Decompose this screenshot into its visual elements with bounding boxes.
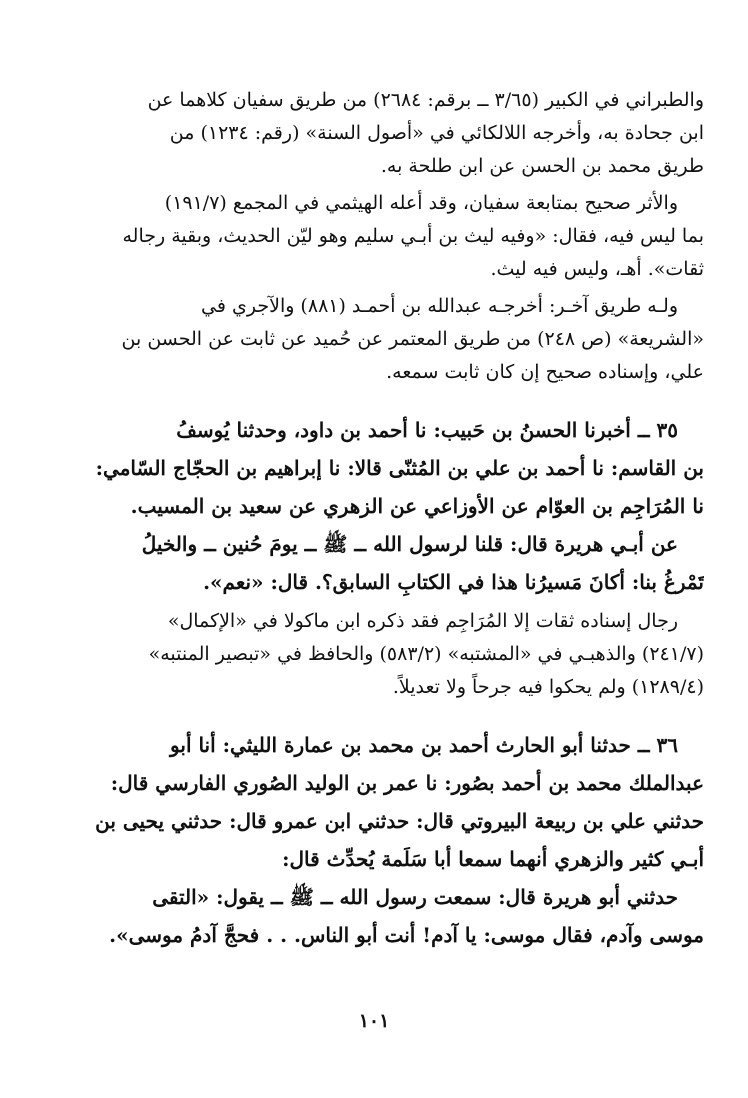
text-line: عبدالملك محمد بن أحمد بصُور: نا عمر بن الوليد الصُوري الفارسي قال: xyxy=(110,771,704,795)
section-gap xyxy=(44,389,704,411)
text-line: والأثر صحيح بمتابعة سفيان، وقد أعله الهيثمي في المجمع (١٩١/٧) xyxy=(164,192,678,214)
section-gap xyxy=(44,704,704,726)
text-line: بن القاسم: نا أحمد بن علي بن المُثنّى قالا: نا إبراهيم بن الحجّاج السّامي: xyxy=(95,456,704,480)
text-line: ولـه طريق آخـر: أخرجـه عبدالله بن أحمـد (٨٨١) والآجري في xyxy=(201,295,678,317)
text-line: علي، وإسناده صحيح إن كان ثابت سمعه. xyxy=(386,361,704,383)
hadith-35-heading xyxy=(44,411,704,449)
hadith-36-text-cont xyxy=(44,916,704,954)
text-line: عن أبـي هريرة قال: قلنا لرسول الله ــ ﷺ ــ يومَ حُنين ــ والخيلُ xyxy=(141,532,678,556)
hadith-36-text xyxy=(44,878,704,916)
hadith-number-line: ٣٥ ــ أخبرنا الحسنُ بن حَبيب: نا أحمد بن داود، وحدثنا يُوسفُ xyxy=(176,418,678,442)
text-line: (٢٤١/٧) والذهبـي في «المشتبه» (٥٨٣/٢) والحافظ في «تبصير المنتبه» xyxy=(148,643,704,665)
text-line: موسى وآدم، فقال موسى: يا آدم! أنت أبو الناس. . . فحجَّ آدمُ موسى». xyxy=(109,923,704,947)
commentary-paragraph-3-cont xyxy=(44,323,704,389)
commentary-paragraph-4-cont xyxy=(44,638,704,704)
hadith-35-chain xyxy=(44,449,704,525)
text-line: أبـي كثير والزهري أنهما سمعا أبا سَلَمة يُحدِّث قال: xyxy=(282,847,704,871)
hadith-35-text-cont xyxy=(44,563,704,601)
text-line: والطبراني في الكبير (٣/٦٥ ــ برقم: ٢٦٨٤) من طريق سفيان كلاهما عن xyxy=(147,89,704,111)
hadith-35-text xyxy=(44,525,704,563)
hadith-36-heading xyxy=(44,726,704,764)
text-line: طريق محمد بن الحسن عن ابن طلحة به. xyxy=(380,155,704,177)
commentary-paragraph-1 xyxy=(44,84,704,183)
text-line: تَمْرغُ بنا: أكانَ مَسيرُنا هذا في الكتابِ السابق؟. قال: «نعم». xyxy=(203,570,704,594)
text-line: حدثني علي بن ربيعة البيروتي قال: حدثني ابن عمرو قال: حدثني يحيى بن xyxy=(95,809,704,833)
text-line: رجال إسناده ثقات إلا المُرَاجِم فقد ذكره ابن ماكولا في «الإكمال» xyxy=(167,610,678,632)
hadith-36-chain xyxy=(44,764,704,878)
text-line: بما ليس فيه، فقال: «وفيه ليث بن أبـي سليم وهو ليّن الحديث، وبقية رجاله xyxy=(122,225,704,247)
commentary-paragraph-2-cont xyxy=(44,220,704,286)
text-line: ابن جحادة به، وأخرجه اللالكائي في «أصول السنة» (رقم: ١٢٣٤) من xyxy=(169,122,704,144)
hadith-number-line: ٣٦ ــ حدثنا أبو الحارث أحمد بن محمد بن عمارة الليثي: أنا أبو xyxy=(170,733,678,757)
text-line: (١٢٨٩/٤) ولم يحكوا فيه جرحاً ولا تعديلاً. xyxy=(392,676,704,698)
page-number: ١٠١ xyxy=(358,1010,390,1032)
text-line: نا المُرَاجِم بن العوّام عن الأوزاعي عن الزهري عن سعيد بن المسيب. xyxy=(130,494,704,518)
commentary-paragraph-2 xyxy=(44,187,704,220)
text-line: ثقات». أهـ، وليس فيه ليث. xyxy=(490,258,704,280)
commentary-paragraph-3 xyxy=(44,290,704,323)
commentary-paragraph-4 xyxy=(44,605,704,638)
text-line: «الشريعة» (ص ٢٤٨) من طريق المعتمر عن حُميد عن ثابت عن الحسن بن xyxy=(121,328,704,350)
text-line: حدثني أبو هريرة قال: سمعت رسول الله ــ ﷺ ــ يقول: «التقى xyxy=(152,885,678,909)
